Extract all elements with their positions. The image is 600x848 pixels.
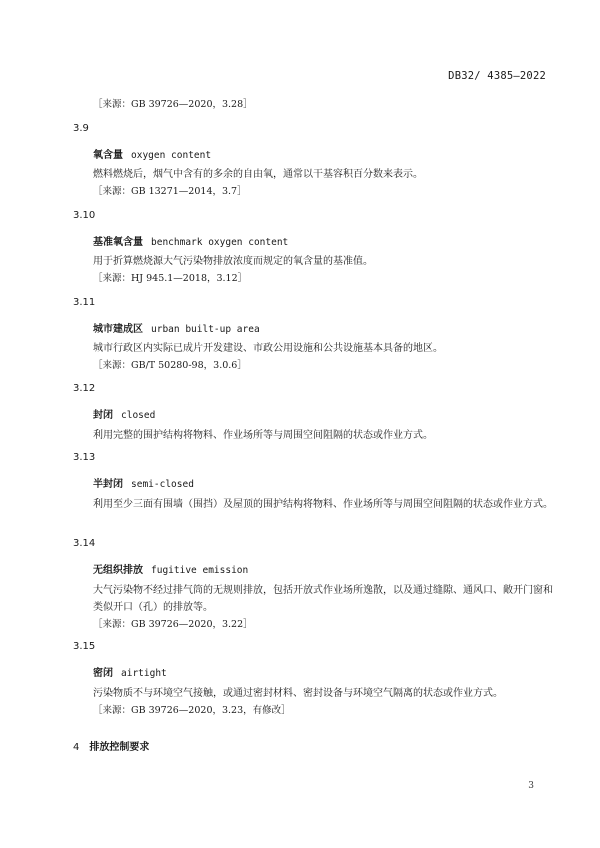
section-title: 排放控制要求 [89, 742, 150, 753]
source-citation: ［来源：GB 13271—2014，3.7］ [93, 186, 247, 197]
term-definition: 污染物质不与环境空气接触，或通过密封材料、密封设备与环境空气隔离的状态或作业方式。 [93, 688, 503, 699]
term-en: fugitive emission [151, 565, 249, 576]
clause-number: 3.13 [73, 452, 96, 463]
source-citation: ［来源：GB 39726—2020，3.22］ [93, 619, 253, 630]
term-definition: 用于折算燃烧源大气污染物排放浓度而规定的氧含量的基准值。 [93, 256, 373, 267]
term-definition: 大气污染物不经过排气筒的无规则排放，包括开放式作业场所逸散，以及通过缝隙、通风口、敞开门窗和类似开口（孔）的排放等。 [93, 585, 553, 613]
term-zh: 氧含量 [93, 150, 123, 161]
term-en: oxygen content [131, 150, 212, 161]
document-number: DB32/ 4385—2022 [448, 70, 546, 82]
term-heading [93, 233, 288, 248]
term-zh: 城市建成区 [93, 324, 143, 335]
term-heading [93, 320, 260, 335]
clause-number: 3.9 [73, 123, 89, 134]
term-en: airtight [121, 668, 167, 679]
section-heading [73, 738, 149, 753]
term-zh: 基准氧含量 [93, 237, 143, 248]
term-definition: 利用完整的围护结构将物料、作业场所等与周围空间阻隔的状态或作业方式。 [93, 430, 433, 441]
clause-number: 3.10 [73, 210, 96, 221]
page-number: 3 [528, 781, 534, 791]
term-heading [93, 561, 248, 576]
term-heading [93, 146, 211, 161]
term-heading [93, 475, 194, 490]
clause-number: 3.11 [73, 297, 96, 308]
clause-number: 3.12 [73, 383, 96, 394]
source-citation: ［来源：GB 39726—2020，3.23，有修改］ [93, 705, 291, 716]
clause-number: 3.15 [73, 641, 96, 652]
term-en: urban built-up area [151, 324, 260, 335]
clause-number: 3.14 [73, 538, 96, 549]
term-definition: 利用至少三面有围墙（围挡）及屋顶的围护结构将物料、作业场所等与周围空间阻隔的状态或作业方式。 [93, 499, 553, 510]
source-citation: ［来源：HJ 945.1—2018，3.12］ [93, 273, 248, 284]
term-en: semi-closed [131, 479, 194, 490]
source-citation: ［来源：GB/T 50280-98，3.0.6］ [93, 360, 247, 371]
term-heading [93, 406, 155, 421]
term-zh: 封闭 [93, 410, 113, 421]
term-en: closed [121, 410, 156, 421]
term-heading [93, 664, 167, 679]
source-citation: ［来源：GB 39726—2020，3.28］ [93, 99, 253, 110]
section-number: 4 [73, 742, 80, 753]
term-zh: 密闭 [93, 668, 113, 679]
term-definition: 城市行政区内实际已成片开发建设、市政公用设施和公共设施基本具备的地区。 [93, 343, 443, 354]
term-zh: 半封闭 [93, 479, 123, 490]
term-zh: 无组织排放 [93, 565, 143, 576]
term-definition: 燃料燃烧后，烟气中含有的多余的自由氧，通常以干基容积百分数来表示。 [93, 169, 423, 180]
term-en: benchmark oxygen content [151, 237, 289, 248]
